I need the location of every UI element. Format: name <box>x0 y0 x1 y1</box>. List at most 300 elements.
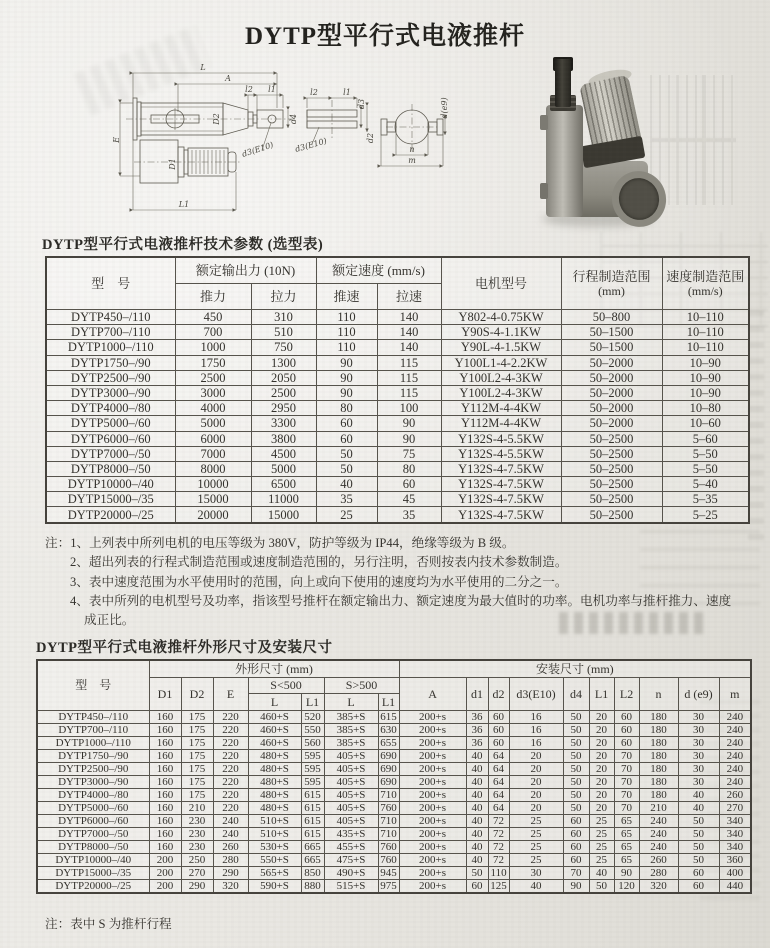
note-line: 1、上列表中所列电机的电压等级为 380V，防护等级为 IP44，绝缘等级为 B 级。 <box>70 536 515 550</box>
value-cell: 2950 <box>251 401 316 416</box>
value-cell: 140 <box>377 310 441 325</box>
col-header-D2: D2 <box>181 677 213 710</box>
value-cell: 750 <box>251 340 316 355</box>
value-cell: 200+s <box>399 723 466 736</box>
value-cell: 5–50 <box>662 461 749 476</box>
value-cell: 72 <box>488 814 509 827</box>
value-cell: 340 <box>719 827 751 840</box>
value-cell: 125 <box>488 879 509 893</box>
value-cell: 60 <box>614 736 639 749</box>
value-cell: 260 <box>719 788 751 801</box>
value-cell: 50–2000 <box>561 355 662 370</box>
model-cell: DYTP5000–/60 <box>37 801 149 814</box>
value-cell: 320 <box>639 879 678 893</box>
value-cell: 700 <box>175 325 251 340</box>
value-cell: 20 <box>589 723 614 736</box>
value-cell: 250 <box>181 853 213 866</box>
value-cell: Y100L2-4-3KW <box>441 370 561 385</box>
value-cell: 290 <box>213 866 248 879</box>
model-cell: DYTP450–/110 <box>37 710 149 723</box>
mounting-lug <box>540 183 548 199</box>
value-cell: 65 <box>614 814 639 827</box>
model-cell: DYTP8000–/50 <box>46 461 175 476</box>
value-cell: 40 <box>678 788 719 801</box>
value-cell: 35 <box>316 492 377 507</box>
value-cell: 220 <box>213 762 248 775</box>
value-cell: 40 <box>509 879 563 893</box>
table-row <box>46 385 749 400</box>
value-cell: 10–60 <box>662 416 749 431</box>
value-cell: 6000 <box>175 431 251 446</box>
value-cell: 25 <box>509 840 563 853</box>
value-cell: 550+S <box>248 853 301 866</box>
value-cell: 615 <box>301 801 324 814</box>
col-header-d1: d1 <box>466 677 488 710</box>
col-header-stroke-range <box>561 257 662 310</box>
col-header-L-gt: L <box>324 694 378 711</box>
model-cell: DYTP6000–/60 <box>46 431 175 446</box>
value-cell: 64 <box>488 801 509 814</box>
dim-label: l2 <box>245 85 253 94</box>
value-cell: 50–2000 <box>561 385 662 400</box>
value-cell: 50 <box>563 762 589 775</box>
value-cell: 455+S <box>324 840 378 853</box>
model-cell: DYTP1750–/90 <box>37 749 149 762</box>
table-row <box>37 801 751 814</box>
value-cell: 80 <box>377 461 441 476</box>
dim-label: D2 <box>212 113 221 125</box>
model-cell: DYTP3000–/90 <box>37 775 149 788</box>
value-cell: 655 <box>378 736 399 749</box>
value-cell: 510+S <box>248 827 301 840</box>
model-cell: DYTP7000–/50 <box>46 446 175 461</box>
value-cell: 64 <box>488 775 509 788</box>
value-cell: 20 <box>589 710 614 723</box>
value-cell: 50–2500 <box>561 477 662 492</box>
value-cell: 2500 <box>175 370 251 385</box>
value-cell: Y132S-4-7.5KW <box>441 492 561 507</box>
value-cell: 200 <box>149 866 181 879</box>
value-cell: 240 <box>639 840 678 853</box>
value-cell: 440 <box>719 879 751 893</box>
value-cell: 90 <box>377 416 441 431</box>
value-cell: 50 <box>589 879 614 893</box>
value-cell: 30 <box>678 762 719 775</box>
value-cell: 36 <box>466 723 488 736</box>
value-cell: 35 <box>377 507 441 523</box>
model-cell: DYTP2500–/90 <box>46 370 175 385</box>
col-header-rated-speed: 额定速度 (mm/s) <box>316 257 441 284</box>
col-header-s-lt-500: S<500 <box>248 677 324 694</box>
value-cell: 60 <box>563 853 589 866</box>
value-cell: 90 <box>316 370 377 385</box>
value-cell: 200+s <box>399 710 466 723</box>
note-line: 3、表中速度范围为水平使用时的范围，向上或向下使用的速度均为水平使用的二分之一。 <box>70 574 568 589</box>
value-cell: 70 <box>563 866 589 879</box>
value-cell: 595 <box>301 749 324 762</box>
value-cell: 72 <box>488 853 509 866</box>
value-cell: 220 <box>213 723 248 736</box>
value-cell: 15000 <box>175 492 251 507</box>
value-cell: 270 <box>181 866 213 879</box>
value-cell: 90 <box>563 879 589 893</box>
dim-label: l1 <box>268 85 276 94</box>
value-cell: 25 <box>589 840 614 853</box>
value-cell: 110 <box>316 340 377 355</box>
value-cell: 200+s <box>399 879 466 893</box>
value-cell: 175 <box>181 762 213 775</box>
value-cell: 240 <box>719 749 751 762</box>
value-cell: 220 <box>213 775 248 788</box>
value-cell: 850 <box>301 866 324 879</box>
value-cell: 16 <box>509 710 563 723</box>
table-row <box>46 401 749 416</box>
value-cell: 160 <box>149 749 181 762</box>
value-cell: 30 <box>678 749 719 762</box>
value-cell: 180 <box>639 723 678 736</box>
value-cell: Y100L2-4-3KW <box>441 385 561 400</box>
value-cell: 60 <box>488 710 509 723</box>
value-cell: 565+S <box>248 866 301 879</box>
col-header-d2: d2 <box>488 677 509 710</box>
value-cell: 1000 <box>175 340 251 355</box>
value-cell: 6500 <box>251 477 316 492</box>
value-cell: 220 <box>213 710 248 723</box>
col-header-install-group: 安装尺寸 (mm) <box>399 660 751 677</box>
table-row <box>46 477 749 492</box>
value-cell: 140 <box>377 340 441 355</box>
value-cell: 2050 <box>251 370 316 385</box>
value-cell: 60 <box>614 723 639 736</box>
dim-label: l1 <box>343 88 351 97</box>
value-cell: 50–2500 <box>561 461 662 476</box>
value-cell: 550 <box>301 723 324 736</box>
value-cell: 4500 <box>251 446 316 461</box>
value-cell: 160 <box>149 814 181 827</box>
value-cell: 100 <box>377 401 441 416</box>
dim-label: d2 <box>366 132 375 144</box>
col-header-motor: 电机型号 <box>441 257 561 310</box>
main-view <box>112 63 298 210</box>
value-cell: 400 <box>719 866 751 879</box>
notes-block <box>45 534 735 630</box>
value-cell: 515+S <box>324 879 378 893</box>
value-cell: 360 <box>719 853 751 866</box>
value-cell: 15000 <box>251 507 316 523</box>
value-cell: 460+S <box>248 710 301 723</box>
notes-prefix: 注： <box>45 536 71 550</box>
model-cell: DYTP1000–/110 <box>37 736 149 749</box>
dim-label: d4 <box>289 113 298 125</box>
value-cell: 60 <box>563 840 589 853</box>
value-cell: 630 <box>378 723 399 736</box>
rod-end-detail <box>294 88 375 154</box>
model-cell: DYTP8000–/50 <box>37 840 149 853</box>
value-cell: 1300 <box>251 355 316 370</box>
value-cell: 50 <box>316 461 377 476</box>
value-cell: 20 <box>509 749 563 762</box>
value-cell: 5000 <box>251 461 316 476</box>
value-cell: 45 <box>377 492 441 507</box>
model-cell: DYTP15000–/35 <box>37 866 149 879</box>
value-cell: 435+S <box>324 827 378 840</box>
value-cell: 690 <box>378 775 399 788</box>
value-cell: 10–110 <box>662 325 749 340</box>
value-cell: 240 <box>719 723 751 736</box>
col-header-speed-range <box>662 257 749 310</box>
value-cell: 64 <box>488 762 509 775</box>
value-cell: 80 <box>316 401 377 416</box>
dim-label: m <box>408 156 416 165</box>
value-cell: 25 <box>589 814 614 827</box>
value-cell: 220 <box>213 736 248 749</box>
value-cell: 475+S <box>324 853 378 866</box>
value-cell: 160 <box>149 736 181 749</box>
value-cell: Y90L-4-1.5KW <box>441 340 561 355</box>
col-header-push-force: 推力 <box>175 284 251 310</box>
value-cell: 760 <box>378 853 399 866</box>
value-cell: 60 <box>563 814 589 827</box>
value-cell: 30 <box>678 723 719 736</box>
dim-label: d3(E10) <box>240 140 275 159</box>
value-cell: 110 <box>316 325 377 340</box>
value-cell: 5–25 <box>662 507 749 523</box>
value-cell: 490+S <box>324 866 378 879</box>
value-cell: 2500 <box>251 385 316 400</box>
value-cell: 5000 <box>175 416 251 431</box>
value-cell: 40 <box>466 827 488 840</box>
value-cell: 460+S <box>248 723 301 736</box>
value-cell: 10–110 <box>662 340 749 355</box>
value-cell: 260 <box>213 840 248 853</box>
value-cell: 290 <box>181 879 213 893</box>
value-cell: 64 <box>488 788 509 801</box>
value-cell: 60 <box>614 710 639 723</box>
value-cell: 3300 <box>251 416 316 431</box>
spec-table <box>45 256 750 524</box>
col-header-s-gt-500: S>500 <box>324 677 399 694</box>
value-cell: Y132S-4-7.5KW <box>441 461 561 476</box>
table-row <box>37 749 751 762</box>
value-cell: 175 <box>181 723 213 736</box>
value-cell: 20 <box>509 788 563 801</box>
dim-label: n <box>409 145 415 154</box>
value-cell: 20 <box>589 801 614 814</box>
dim-table-footnote: 注：表中 S 为推杆行程 <box>45 917 172 931</box>
value-cell: 175 <box>181 736 213 749</box>
col-header-model: 型 号 <box>46 257 175 310</box>
value-cell: 16 <box>509 723 563 736</box>
value-cell: 240 <box>719 710 751 723</box>
value-cell: 30 <box>509 866 563 879</box>
value-cell: Y100L1-4-2.2KW <box>441 355 561 370</box>
value-cell: 690 <box>378 749 399 762</box>
value-cell: 230 <box>181 827 213 840</box>
value-cell: 160 <box>149 827 181 840</box>
value-cell: 615 <box>301 827 324 840</box>
value-cell: 50–1500 <box>561 325 662 340</box>
bleed-through-artifact <box>748 300 764 540</box>
col-header-push-speed: 推速 <box>316 284 377 310</box>
value-cell: 50 <box>678 814 719 827</box>
value-cell: 175 <box>181 749 213 762</box>
value-cell: 40 <box>466 853 488 866</box>
col-header-A: A <box>399 677 466 710</box>
value-cell: 4000 <box>175 401 251 416</box>
table-row <box>37 879 751 893</box>
value-cell: Y132S-4-5.5KW <box>441 431 561 446</box>
value-cell: 120 <box>614 879 639 893</box>
value-cell: Y132S-4-5.5KW <box>441 446 561 461</box>
value-cell: 200+s <box>399 801 466 814</box>
value-cell: 3000 <box>175 385 251 400</box>
value-cell: 50 <box>563 788 589 801</box>
value-cell: 50 <box>466 866 488 879</box>
value-cell: 60 <box>316 431 377 446</box>
value-cell: 510 <box>251 325 316 340</box>
value-cell: 72 <box>488 840 509 853</box>
dim-label: d3(E10) <box>294 136 328 154</box>
value-cell: 230 <box>181 814 213 827</box>
value-cell: 665 <box>301 853 324 866</box>
value-cell: 50–2500 <box>561 446 662 461</box>
cylinder-column <box>546 105 583 217</box>
table-row <box>46 416 749 431</box>
col-header-d-e9: d (e9) <box>678 677 719 710</box>
value-cell: 20 <box>509 801 563 814</box>
value-cell: 50 <box>678 853 719 866</box>
value-cell: 7000 <box>175 446 251 461</box>
table-row <box>46 370 749 385</box>
value-cell: 50 <box>563 723 589 736</box>
value-cell: 240 <box>639 827 678 840</box>
value-cell: 60 <box>466 879 488 893</box>
value-cell: 25 <box>589 853 614 866</box>
value-cell: 40 <box>466 801 488 814</box>
model-cell: DYTP1750–/90 <box>46 355 175 370</box>
model-cell: DYTP4000–/80 <box>37 788 149 801</box>
page-title: DYTP型平行式电液推杆 <box>244 23 526 50</box>
stroke-range-unit: (mm) <box>598 283 625 298</box>
value-cell: 760 <box>378 801 399 814</box>
value-cell: 1750 <box>175 355 251 370</box>
value-cell: 480+S <box>248 801 301 814</box>
model-cell: DYTP5000–/60 <box>46 416 175 431</box>
value-cell: Y112M-4-4KW <box>441 401 561 416</box>
value-cell: 40 <box>589 866 614 879</box>
value-cell: 50–800 <box>561 310 662 325</box>
dim-section-title: DYTP型平行式电液推杆外形尺寸及安装尺寸 <box>36 640 333 656</box>
col-header-rated-force: 额定输出力 (10N) <box>175 257 316 284</box>
value-cell: 75 <box>377 446 441 461</box>
value-cell: 160 <box>149 762 181 775</box>
value-cell: 240 <box>639 814 678 827</box>
value-cell: 200+s <box>399 814 466 827</box>
value-cell: 40 <box>466 775 488 788</box>
value-cell: 20 <box>589 788 614 801</box>
value-cell: 110 <box>316 310 377 325</box>
col-header-outline-group: 外形尺寸 (mm) <box>149 660 399 677</box>
value-cell: Y132S-4-7.5KW <box>441 477 561 492</box>
value-cell: 160 <box>149 840 181 853</box>
table-row <box>46 340 749 355</box>
product-photo <box>538 55 736 230</box>
value-cell: 40 <box>466 788 488 801</box>
value-cell: 210 <box>181 801 213 814</box>
value-cell: 560 <box>301 736 324 749</box>
model-cell: DYTP10000–/40 <box>37 853 149 866</box>
value-cell: 90 <box>316 355 377 370</box>
dim-label: D1 <box>168 158 177 170</box>
value-cell: 945 <box>378 866 399 879</box>
value-cell: 60 <box>316 416 377 431</box>
value-cell: 220 <box>213 801 248 814</box>
value-cell: 270 <box>719 801 751 814</box>
value-cell: 20000 <box>175 507 251 523</box>
model-cell: DYTP700–/110 <box>37 723 149 736</box>
dim-label: E <box>112 137 121 143</box>
value-cell: 200+s <box>399 775 466 788</box>
value-cell: 20 <box>589 775 614 788</box>
value-cell: 280 <box>639 866 678 879</box>
value-cell: 160 <box>149 775 181 788</box>
table-row <box>46 325 749 340</box>
value-cell: 25 <box>589 827 614 840</box>
value-cell: 90 <box>316 385 377 400</box>
value-cell: 20 <box>509 775 563 788</box>
value-cell: 480+S <box>248 762 301 775</box>
model-cell: DYTP6000–/60 <box>37 814 149 827</box>
table-row <box>37 710 751 723</box>
value-cell: 615 <box>378 710 399 723</box>
value-cell: 50–2000 <box>561 370 662 385</box>
value-cell: 30 <box>678 710 719 723</box>
value-cell: 50–2000 <box>561 401 662 416</box>
model-cell: DYTP7000–/50 <box>37 827 149 840</box>
col-header-E: E <box>213 677 248 710</box>
value-cell: Y802-4-0.75KW <box>441 310 561 325</box>
value-cell: 115 <box>377 385 441 400</box>
table-row <box>46 431 749 446</box>
value-cell: 240 <box>719 736 751 749</box>
value-cell: 160 <box>149 723 181 736</box>
col-header-m: m <box>719 677 751 710</box>
value-cell: 30 <box>678 775 719 788</box>
value-cell: 70 <box>614 762 639 775</box>
value-cell: 72 <box>488 827 509 840</box>
value-cell: 5–50 <box>662 446 749 461</box>
value-cell: 220 <box>213 749 248 762</box>
value-cell: 200+s <box>399 788 466 801</box>
value-cell: 175 <box>181 788 213 801</box>
value-cell: 25 <box>509 814 563 827</box>
mounting-lug <box>540 115 548 130</box>
value-cell: 760 <box>378 840 399 853</box>
value-cell: 260 <box>639 853 678 866</box>
value-cell: 10–110 <box>662 310 749 325</box>
value-cell: 385+S <box>324 710 378 723</box>
value-cell: 11000 <box>251 492 316 507</box>
value-cell: 70 <box>614 801 639 814</box>
value-cell: 40 <box>316 477 377 492</box>
value-cell: Y132S-4-7.5KW <box>441 507 561 523</box>
value-cell: 240 <box>719 775 751 788</box>
trunnion-view <box>381 97 449 166</box>
value-cell: 880 <box>301 879 324 893</box>
spec-table-body <box>46 310 749 523</box>
col-header-L2: L2 <box>614 677 639 710</box>
value-cell: 385+S <box>324 736 378 749</box>
